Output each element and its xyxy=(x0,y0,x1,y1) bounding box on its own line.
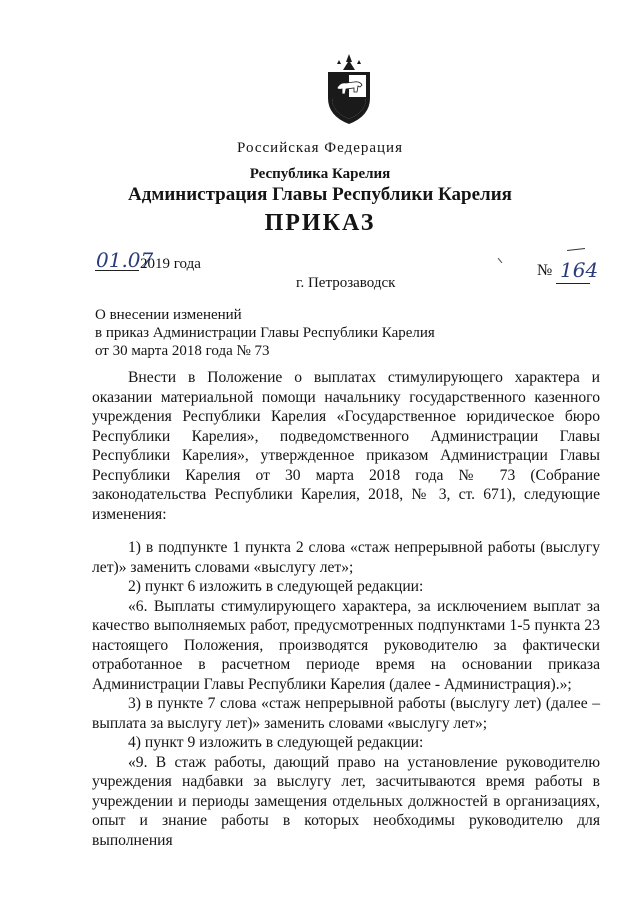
republic-name: Республика Карелия xyxy=(249,166,391,182)
number-overline xyxy=(567,248,585,251)
quoted-clause-6: «6. Выплаты стимулирующего характера, за исключением выплат за качество выполняемых работ, предусмотренных подпунктами 1-5 пункта 23 настоящего Положения, производятся руководителю за фактически отработанное в расчетном периоде время на основании приказа Администрации Главы Республики Карелия (далее - Администрация).»; xyxy=(92,597,600,693)
document-type-title: ПРИКАЗ xyxy=(264,210,376,236)
amendment-item-3: 3) в пункте 7 слова «стаж непрерывной работы (выслугу лет) (далее – выплата за выслугу лет)» заменить словами «выслугу лет»; xyxy=(92,695,600,732)
document-subject xyxy=(95,306,435,360)
amendment-item-4: 4) пункт 9 изложить в следующей редакции: xyxy=(128,734,424,751)
date-year: 2019 года xyxy=(140,256,201,272)
country-name: Российская Федерация xyxy=(237,140,403,156)
document-body xyxy=(92,368,600,850)
coat-of-arms-emblem xyxy=(324,52,374,126)
handwritten-number: 164 xyxy=(560,258,599,282)
subject-line: О внесении изменений xyxy=(95,307,242,323)
date-underline xyxy=(95,270,139,271)
stray-mark xyxy=(498,258,503,263)
subject-line: от 30 марта 2018 года № 73 xyxy=(95,343,270,359)
intro-paragraph: Внести в Положение о выплатах стимулирующего характера и оказании материальной помощи начальнику государственного казенного учреждения Республики Карелия «Государственное юридическое бюро Республики Карелия», подведомственного Администрации Главы Республики Карелия», утвержденное приказом Администрации Главы Республики Карелия от 30 марта 2018 года № 73 (Собрание законодательства Республики Карелия, 2018, № 3, ст. 671), следующие изменения: xyxy=(92,369,600,523)
subject-line: в приказ Администрации Главы Республики Карелия xyxy=(95,325,435,341)
administration-name: Администрация Главы Республики Карелия xyxy=(128,184,512,205)
quoted-clause-9: «9. В стаж работы, дающий право на установление руководителю учреждения надбавки за выслугу лет, засчитываются время работы в учреждении и периоды замещения отдельных должностей в организациях, опыт и знание работы в которых необходимы руководителю для выполнения xyxy=(92,753,600,849)
city-name: г. Петрозаводск xyxy=(296,275,396,291)
amendment-item-1: 1) в подпункте 1 пункта 2 слова «стаж непрерывной работы (выслугу лет)» заменить словами «выслугу лет»; xyxy=(92,539,600,576)
handwritten-date: 01.07 xyxy=(96,248,154,272)
number-underline xyxy=(556,283,590,284)
amendment-item-2: 2) пункт 6 изложить в следующей редакции: xyxy=(128,578,424,595)
number-sign: № xyxy=(537,262,553,279)
